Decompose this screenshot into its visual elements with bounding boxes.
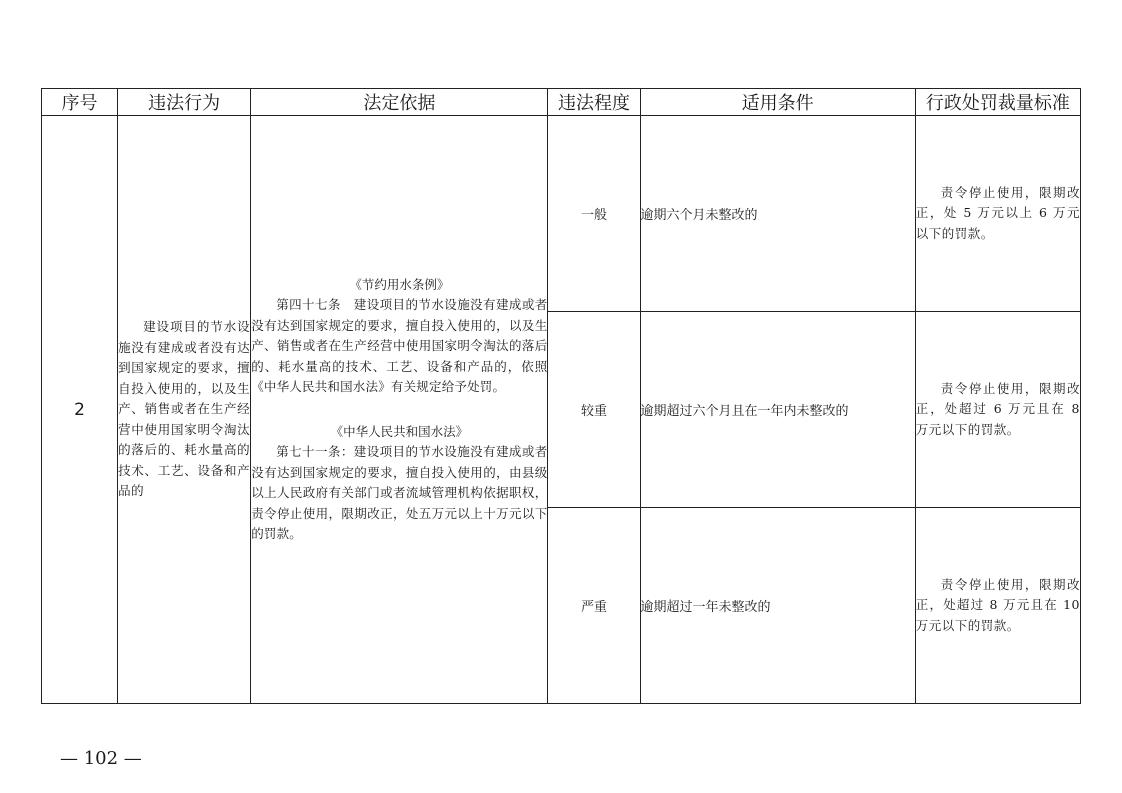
degree-cell: 一般 (548, 116, 640, 312)
condition-cell: 逾期六个月未整改的 (640, 116, 915, 312)
header-row (42, 89, 1081, 116)
table-row (42, 116, 1081, 312)
standard-text: 责令停止使用，限期改正，处超过 6 万元且在 8 万元以下的罚款。 (915, 380, 1080, 437)
law-article: 第七十一条：建设项目的节水设施没有建成或者没有达到国家规定的要求，擅自投入使用的，由县级以上人民政府有关部门或者流域管理机构依据职权，责令停止使用，限期改正，处五万元以上十万元以下的罚款。 (251, 444, 548, 541)
standard-text: 责令停止使用，限期改正，处 5 万元以上 6 万元以下的罚款。 (915, 184, 1080, 241)
header-seq: 序号 (42, 89, 118, 116)
standard-text: 责令停止使用，限期改正，处超过 8 万元且在 10 万元以下的罚款。 (915, 576, 1080, 633)
seq-cell: 2 (42, 116, 118, 704)
page-number: — 102 — (60, 748, 142, 769)
legal-basis-cell (251, 116, 548, 704)
header-penalty-standard: 行政处罚裁量标准 (915, 89, 1080, 116)
condition-cell: 逾期超过一年未整改的 (640, 508, 915, 704)
violation-text: 建设项目的节水设施没有建成或者没有达到国家规定的要求，擅自投入使用的，以及生产、销售或者在生产经营中使用国家明令淘汰的落后的、耗水量高的技术、工艺、设备和产品的 (118, 319, 251, 499)
header-condition: 适用条件 (640, 89, 915, 116)
law-title: 《节约用水条例》 (349, 276, 450, 292)
penalty-table (41, 88, 1081, 704)
degree-cell: 严重 (548, 508, 640, 704)
standard-cell (915, 508, 1080, 704)
header-degree: 违法程度 (548, 89, 640, 116)
header-legal-basis: 法定依据 (251, 89, 548, 116)
law-article: 第四十七条 建设项目的节水设施没有建成或者没有达到国家规定的要求，擅自投入使用的，以及生产、销售或者在生产经营中使用国家明令淘汰的落后的、耗水量高的技术、工艺、设备和产品的，依照《中华人民共和国水法》有关规定给予处罚。 (251, 297, 548, 394)
condition-cell: 逾期超过六个月且在一年内未整改的 (640, 312, 915, 508)
degree-cell: 较重 (548, 312, 640, 508)
standard-cell (915, 116, 1080, 312)
header-violation: 违法行为 (118, 89, 251, 116)
standard-cell (915, 312, 1080, 508)
violation-cell (118, 116, 251, 704)
law-title: 《中华人民共和国水法》 (330, 423, 469, 439)
